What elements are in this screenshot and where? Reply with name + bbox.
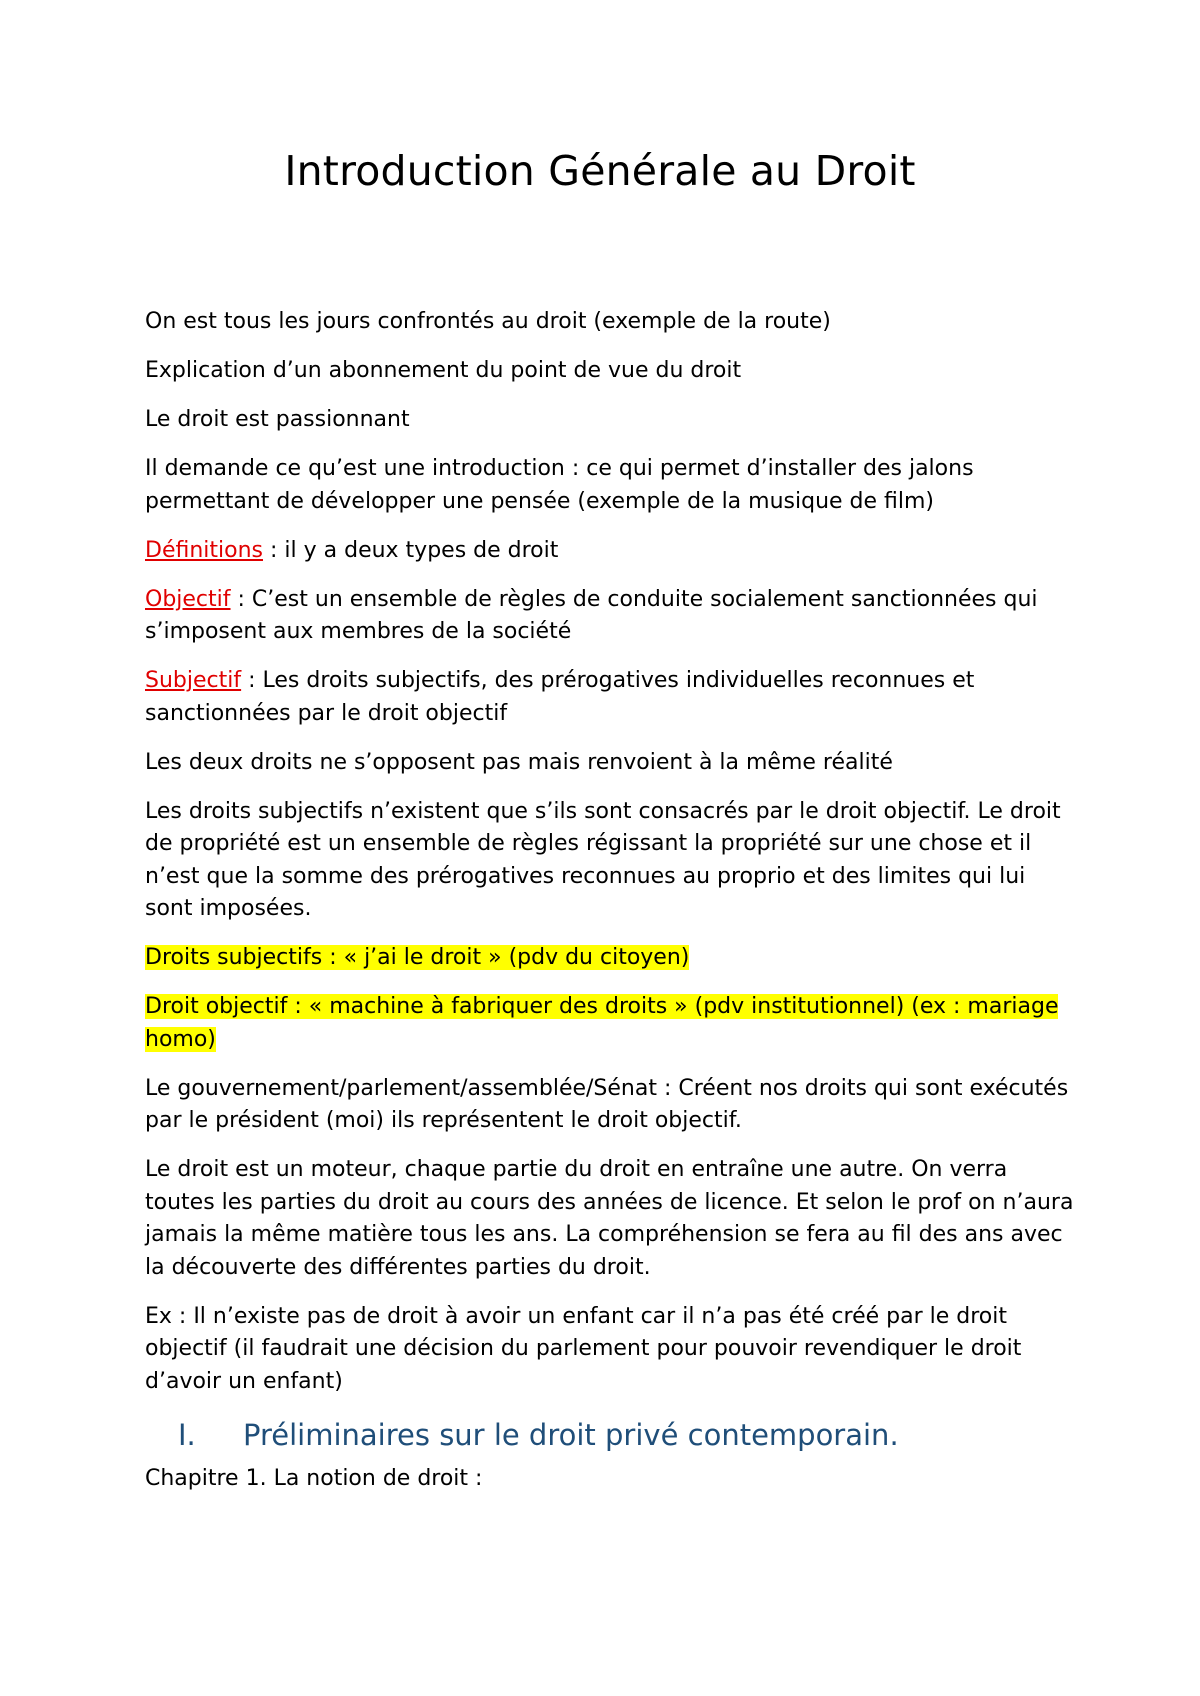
paragraph-route: On est tous les jours confrontés au droit (exemple de la route) [145, 309, 831, 334]
paragraph-propriete: Les droits subjectifs n’existent que s’ils sont consacrés par le droit objectif. Le droit de propriété est un ensemble de règles régissant la propriété sur une chose et il n’est que la somme des prérogatives reconnues au proprio et des limites qui lui sont imposées. [145, 798, 1061, 921]
objectif-text: : C’est un ensemble de règles de conduite socialement sanctionnées qui s’imposent aux membres de la société [145, 586, 1038, 644]
paragraph-definitions [145, 535, 1075, 568]
highlight-subjectifs: Droits subjectifs : « j’ai le droit » (pdv du citoyen) [145, 945, 690, 970]
paragraph-highlight-objectif [145, 991, 1075, 1056]
section-number: I. [178, 1417, 196, 1452]
chapter-title: Chapitre 1. La notion de droit : [145, 1465, 483, 1491]
subjectif-term: Subjectif [145, 668, 242, 693]
paragraph-deux-droits: Les deux droits ne s’opposent pas mais renvoient à la même réalité [145, 749, 893, 775]
definitions-term: Définitions [145, 537, 263, 563]
document-body [145, 306, 1075, 1512]
objectif-term: Objectif [145, 586, 231, 612]
paragraph-moteur: Le droit est un moteur, chaque partie du droit en entraîne une autre. On verra toutes les parties du droit au cours des années de licence. Et selon le prof on n’aura jamais la même matière tous les ans. La compréhension se fera au fil des ans avec la découverte des différentes parties du droit. [145, 1157, 1074, 1280]
paragraph-abonnement: Explication d’un abonnement du point de vue du droit [145, 358, 742, 383]
paragraph-passionnant: Le droit est passionnant [145, 407, 410, 432]
paragraph-objectif [145, 584, 1075, 649]
definitions-text: : il y a deux types de droit [263, 537, 559, 563]
highlight-objectif: Droit objectif : « machine à fabriquer des droits » (pdv institutionnel) (ex : mariage homo) [145, 994, 1059, 1052]
subjectif-text: : Les droits subjectifs, des prérogatives individuelles reconnues et sanctionnées par le droit objectif [145, 668, 975, 726]
paragraph-exemple-enfant: Ex : Il n’existe pas de droit à avoir un enfant car il n’a pas été créé par le droit objectif (il faudrait une décision du parlement pour pouvoir revendiquer le droit d’avoir un enfant) [145, 1303, 1022, 1394]
section-heading [145, 1415, 1075, 1455]
document-title: Introduction Générale au Droit [284, 147, 916, 195]
paragraph-gouvernement: Le gouvernement/parlement/assemblée/Sénat : Créent nos droits qui sont exécutés par le président (moi) ils représentent le droit objectif. [145, 1075, 1069, 1133]
paragraph-introduction: Il demande ce qu’est une introduction : ce qui permet d’installer des jalons permettant de développer une pensée (exemple de la musique de film) [145, 456, 974, 514]
paragraph-highlight-subjectifs [145, 942, 1075, 975]
paragraph-subjectif [145, 665, 1075, 730]
section-title: Préliminaires sur le droit privé contemporain. [243, 1417, 899, 1452]
